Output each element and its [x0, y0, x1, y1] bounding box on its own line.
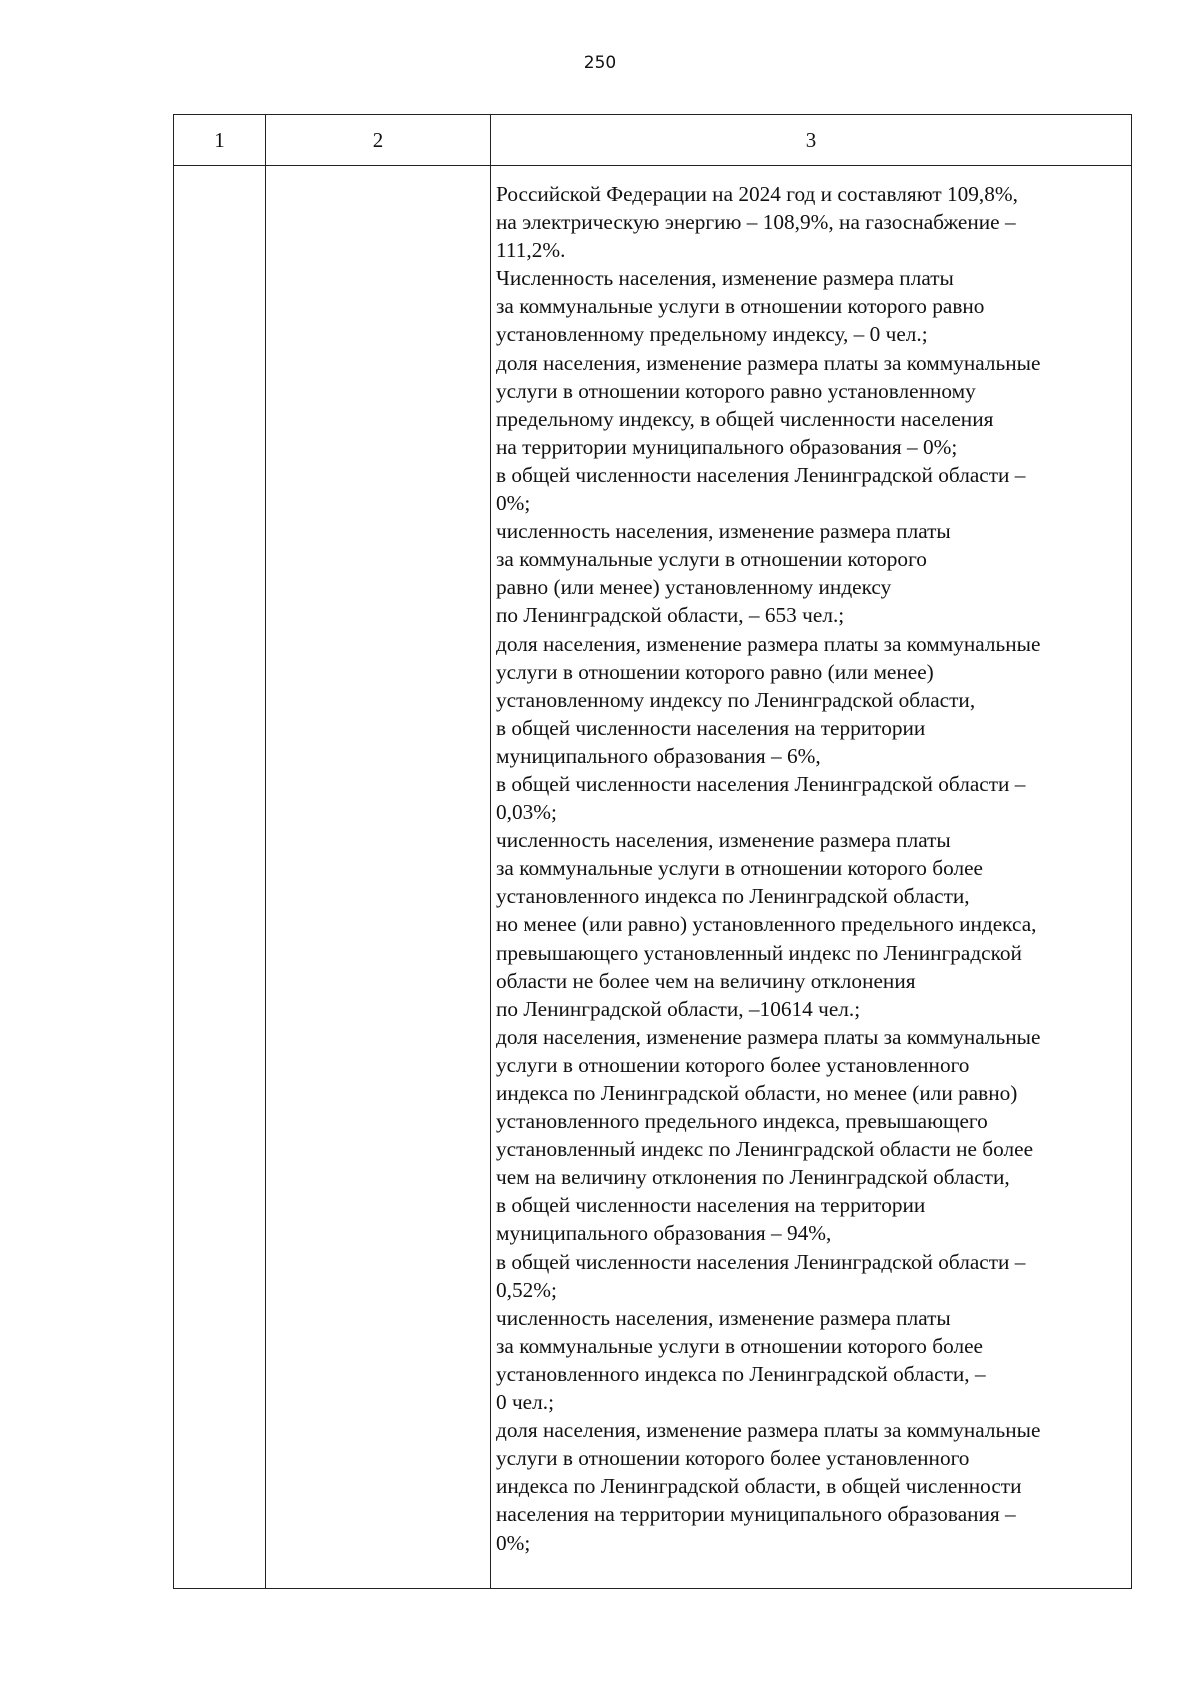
text-line: муниципального образования – 94%, — [496, 1221, 832, 1246]
cell-col-3-text — [491, 166, 1131, 1557]
text-line: установленному предельному индексу, – 0 чел.; — [496, 322, 928, 347]
cell-col-2 — [266, 166, 491, 1589]
text-line: по Ленинградской области, – 653 чел.; — [496, 603, 845, 628]
table-row — [174, 166, 1132, 1589]
header-cell-2: 2 — [266, 115, 491, 166]
text-line: за коммунальные услуги в отношении которого более — [496, 1333, 983, 1358]
text-line: численность населения, изменение размера платы — [496, 828, 951, 853]
text-line: индекса по Ленинградской области, в общей численности — [496, 1474, 1022, 1499]
text-line: равно (или менее) установленному индексу — [496, 575, 892, 600]
text-line: установленного предельного индекса, превышающего — [496, 1109, 988, 1134]
text-line: 0,03%; — [496, 800, 557, 825]
text-line: в общей численности населения на территории — [496, 1193, 926, 1218]
header-cell-3: 3 — [491, 115, 1132, 166]
text-line: Численность населения, изменение размера платы — [496, 266, 954, 291]
text-line: численность населения, изменение размера платы — [496, 1305, 951, 1330]
text-line: на территории муниципального образования – 0%; — [496, 434, 958, 459]
text-line: установленный индекс по Ленинградской области не более — [496, 1137, 1034, 1162]
text-line: индекса по Ленинградской области, но менее (или равно) — [496, 1081, 1018, 1105]
cell-col-3 — [491, 166, 1132, 1589]
text-line: 0 чел.; — [496, 1390, 555, 1415]
text-line: населения на территории муниципального образования – — [496, 1502, 1016, 1527]
document-table — [173, 114, 1132, 1589]
text-line: 0%; — [496, 491, 531, 516]
text-line: в общей численности населения Ленинградской области – — [496, 1249, 1026, 1274]
cell-col-1 — [174, 166, 266, 1589]
text-line: доля населения, изменение размера платы за коммунальные — [496, 1418, 1041, 1443]
header-cell-1: 1 — [174, 115, 266, 166]
text-line: установленного индекса по Ленинградской области, – — [496, 1361, 986, 1386]
text-line: доля населения, изменение размера платы за коммунальные — [496, 1024, 1041, 1049]
text-line: в общей численности населения на территории — [496, 715, 926, 740]
text-line: 0%; — [496, 1530, 531, 1555]
text-line: чем на величину отклонения по Ленинградской области, — [496, 1165, 1010, 1190]
text-line: на электрическую энергию – 108,9%, на газоснабжение – — [496, 210, 1016, 235]
text-line: 0,52%; — [496, 1277, 557, 1302]
text-line: установленному индексу по Ленинградской области, — [496, 687, 976, 712]
text-line: превышающего установленный индекс по Ленинградской — [496, 940, 1022, 965]
text-line: численность населения, изменение размера платы — [496, 519, 951, 544]
text-line: услуги в отношении которого более установленного — [496, 1446, 970, 1471]
text-line: Российской Федерации на 2024 год и составляют 109,8%, — [496, 182, 1018, 206]
text-line: за коммунальные услуги в отношении которого более — [496, 856, 983, 881]
text-line: доля населения, изменение размера платы за коммунальные — [496, 350, 1041, 375]
text-line: доля населения, изменение размера платы за коммунальные — [496, 631, 1041, 656]
text-line: услуги в отношении которого равно (или менее) — [496, 659, 934, 684]
text-line: муниципального образования – 6%, — [496, 743, 821, 768]
page-number: 250 — [583, 53, 617, 73]
text-line: области не более чем на величину отклонения — [496, 968, 916, 993]
text-line: услуги в отношении которого более установленного — [496, 1052, 970, 1077]
table-header-row — [174, 115, 1132, 166]
text-line: предельному индексу, в общей численности населения — [496, 406, 994, 431]
text-line: установленного индекса по Ленинградской области, — [496, 884, 970, 909]
text-line: за коммунальные услуги в отношении которого равно — [496, 294, 985, 319]
text-line: в общей численности населения Ленинградской области – — [496, 462, 1026, 487]
text-line: в общей численности населения Ленинградской области – — [496, 771, 1026, 796]
text-line: но менее (или равно) установленного предельного индекса, — [496, 912, 1037, 937]
text-line: услуги в отношении которого равно установленному — [496, 378, 976, 403]
text-line: 111,2%. — [496, 238, 566, 263]
text-line: по Ленинградской области, –10614 чел.; — [496, 996, 861, 1021]
text-line: за коммунальные услуги в отношении которого — [496, 547, 927, 572]
